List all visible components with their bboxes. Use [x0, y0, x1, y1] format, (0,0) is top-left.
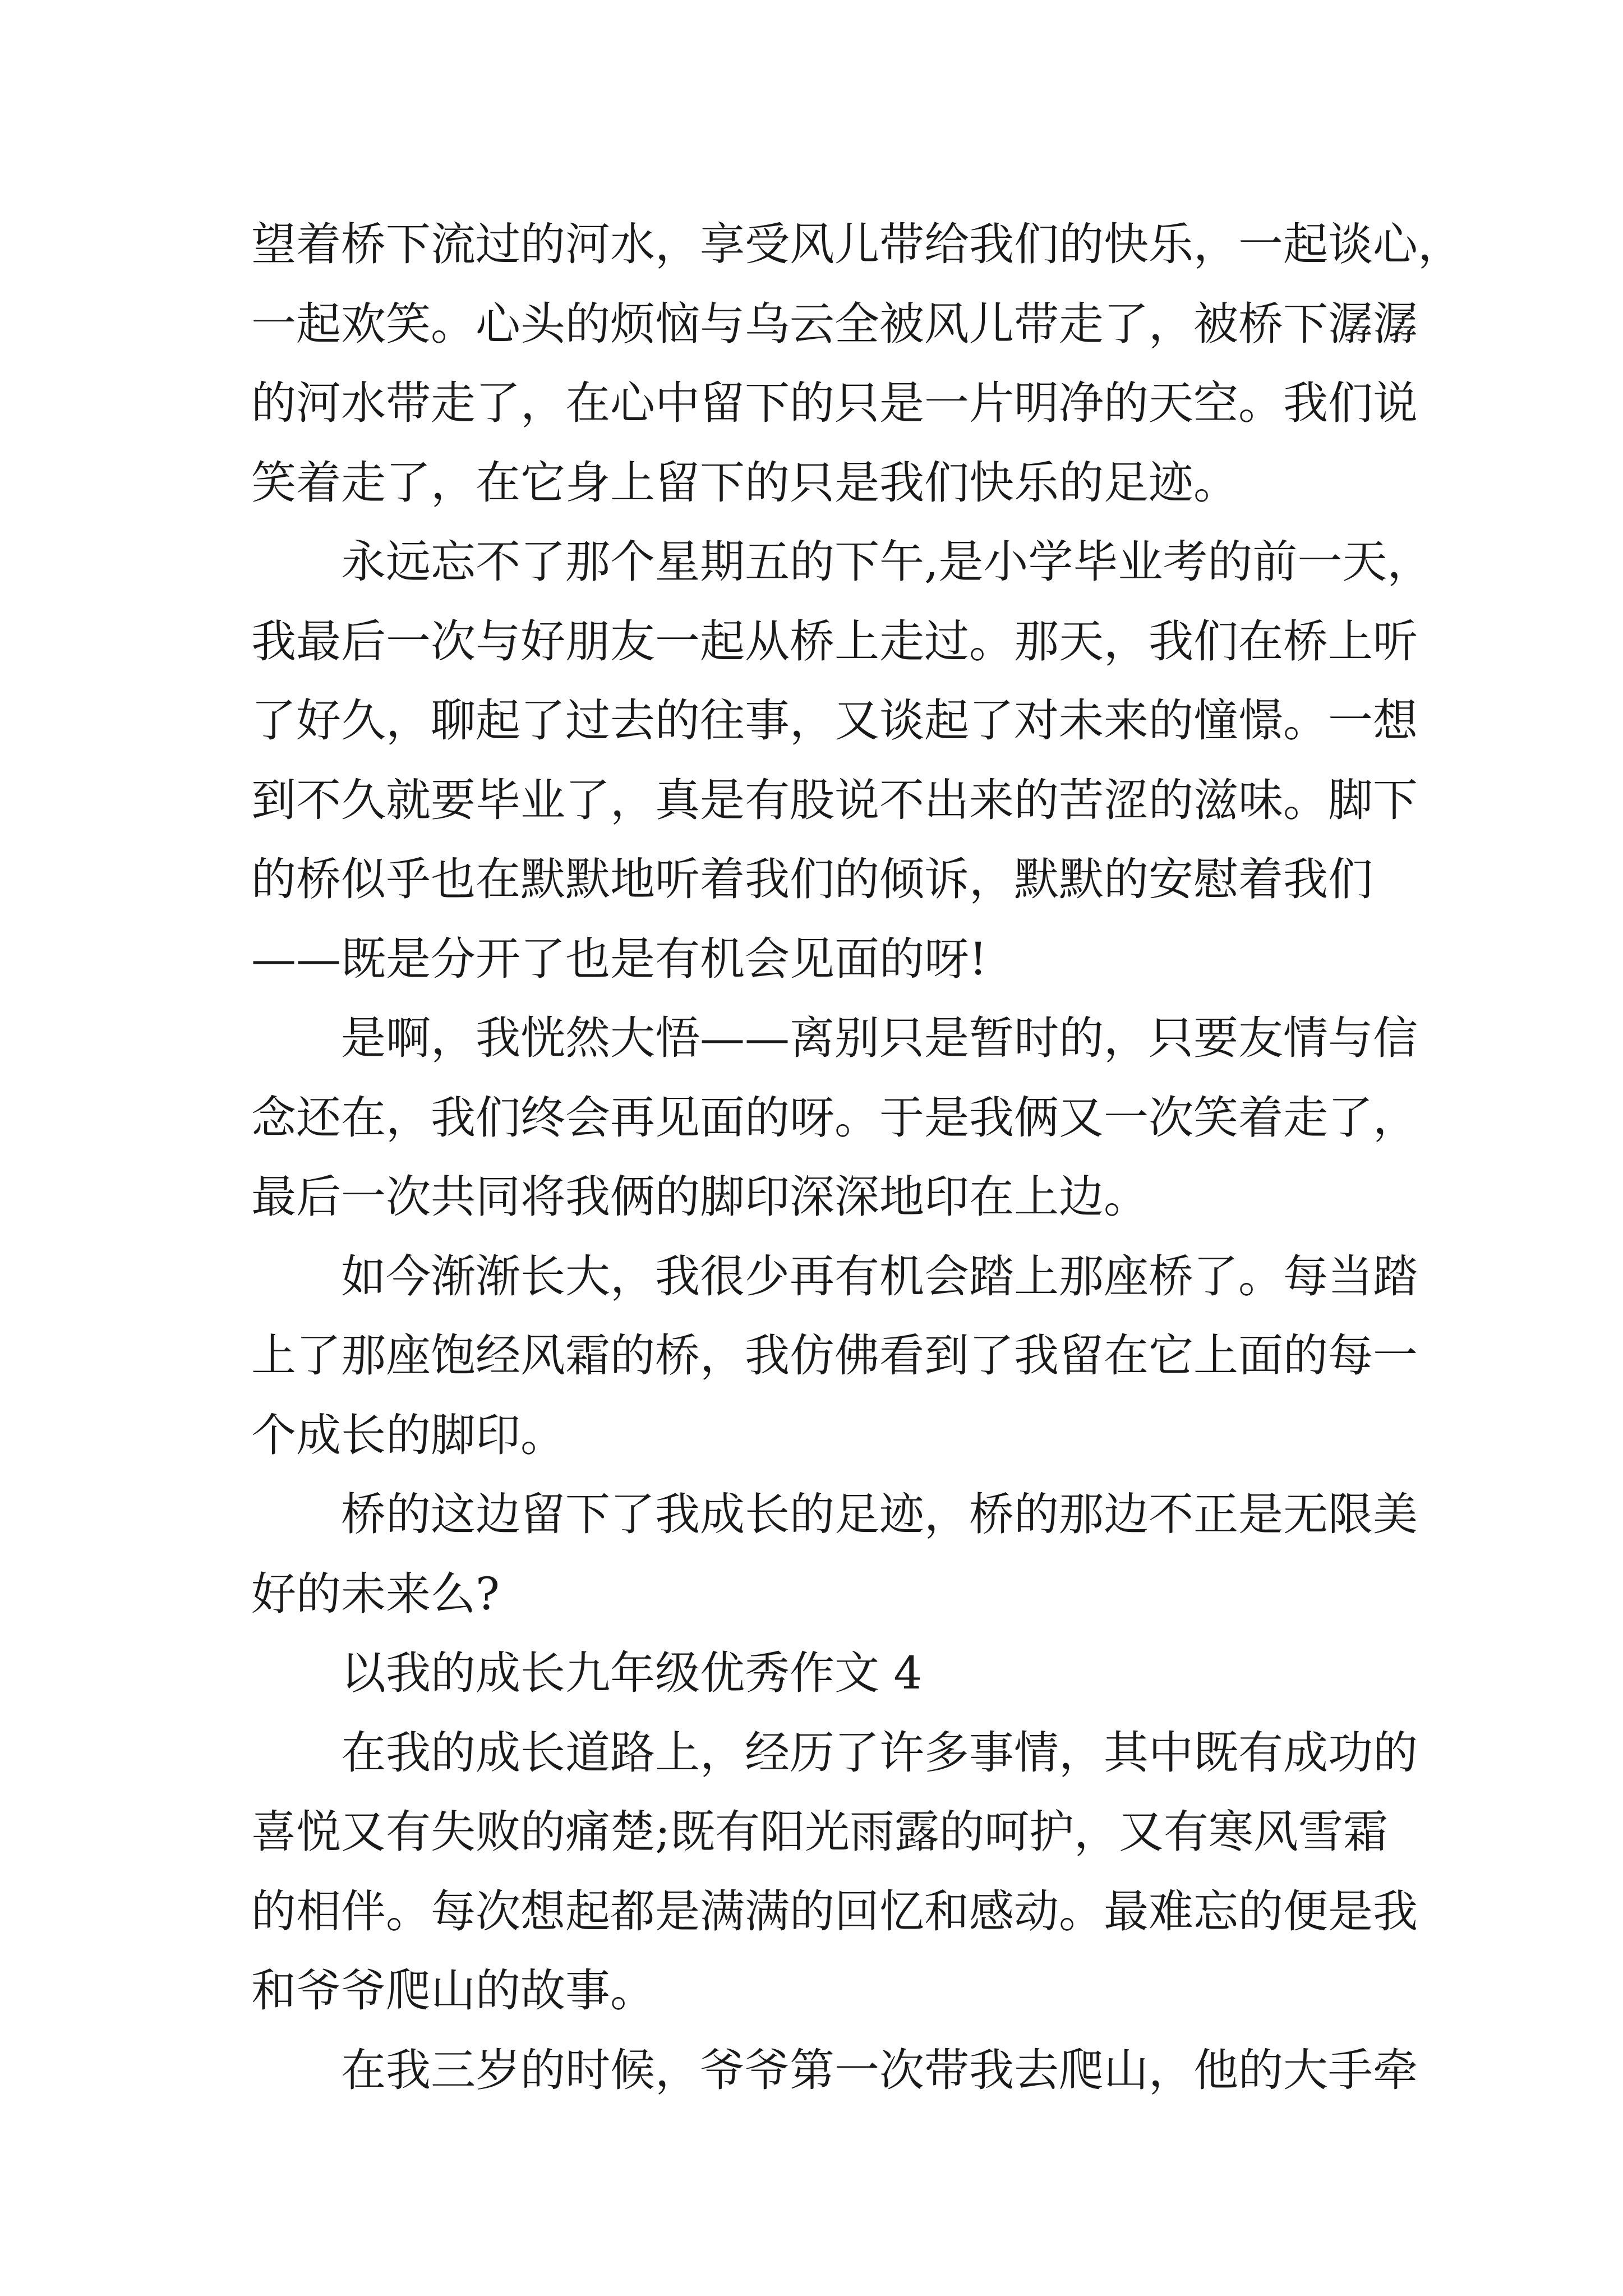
- text-line: 上了那座饱经风霜的桥，我仿佛看到了我留在它上面的每一: [251, 1329, 1418, 1382]
- text-line: 个成长的脚印。: [251, 1409, 565, 1461]
- text-line: 和爷爷爬山的故事。: [251, 1964, 655, 2017]
- text-line: 一起欢笑。心头的烦恼与乌云全被风儿带走了，被桥下潺潺: [251, 297, 1418, 350]
- text-line: 我最后一次与好朋友一起从桥上走过。那天，我们在桥上听: [251, 615, 1418, 668]
- text-line: 的河水带走了，在心中留下的只是一片明净的天空。我们说: [251, 377, 1418, 429]
- paragraph: [251, 205, 1463, 522]
- paragraph: [251, 1237, 1418, 1475]
- text-line: 桥的这边留下了我成长的足迹，桥的那边不正是无限美: [341, 1488, 1418, 1540]
- paragraph: [251, 1634, 1395, 1713]
- text-line: 是啊，我恍然大悟——离别只是暂时的，只要友情与信: [341, 1012, 1418, 1064]
- text-line: 如今渐渐长大，我很少再有机会踏上那座桥了。每当踏: [341, 1250, 1418, 1303]
- text-line: 了好久，聊起了过去的往事，又谈起了对未来的憧憬。一想: [251, 694, 1418, 747]
- text-line: 最后一次共同将我俩的脚印深深地印在上边。: [251, 1171, 1149, 1223]
- paragraph: [251, 1475, 1418, 1634]
- text-line: ——既是分开了也是有机会见面的呀!: [251, 932, 988, 985]
- text-line: 念还在，我们终会再见面的呀。于是我俩又一次笑着走了，: [251, 1091, 1418, 1144]
- text-line: 在我的成长道路上，经历了许多事情，其中既有成功的: [341, 1726, 1418, 1779]
- text-line: 到不久就要毕业了，真是有股说不出来的苦涩的滋味。脚下: [251, 774, 1418, 826]
- paragraph: [251, 1713, 1418, 2031]
- text-line: 在我三岁的时候，爷爷第一次带我去爬山，他的大手牵: [341, 2044, 1418, 2096]
- text-line: 以我的成长九年级优秀作文 4: [341, 1647, 923, 1699]
- text-line: 永远忘不了那个星期五的下午,是小学毕业考的前一天，: [341, 536, 1432, 588]
- text-line: 喜悦又有失败的痛楚;既有阳光雨露的呵护，又有寒风雪霜: [251, 1806, 1388, 1858]
- text-line: 望着桥下流过的河水，享受风儿带给我们的快乐，一起谈心，: [251, 218, 1463, 270]
- paragraph: [251, 999, 1418, 1237]
- text-line: 的桥似乎也在默默地听着我们的倾诉，默默的安慰着我们: [251, 853, 1373, 905]
- paragraph: [251, 2031, 1418, 2110]
- paragraph: [251, 522, 1432, 999]
- text-line: 笑着走了，在它身上留下的只是我们快乐的足迹。: [251, 456, 1238, 509]
- document-body: [251, 205, 1463, 2110]
- text-line: 的相伴。每次想起都是满满的回忆和感动。最难忘的便是我: [251, 1885, 1418, 1938]
- text-line: 好的未来么?: [251, 1567, 500, 1620]
